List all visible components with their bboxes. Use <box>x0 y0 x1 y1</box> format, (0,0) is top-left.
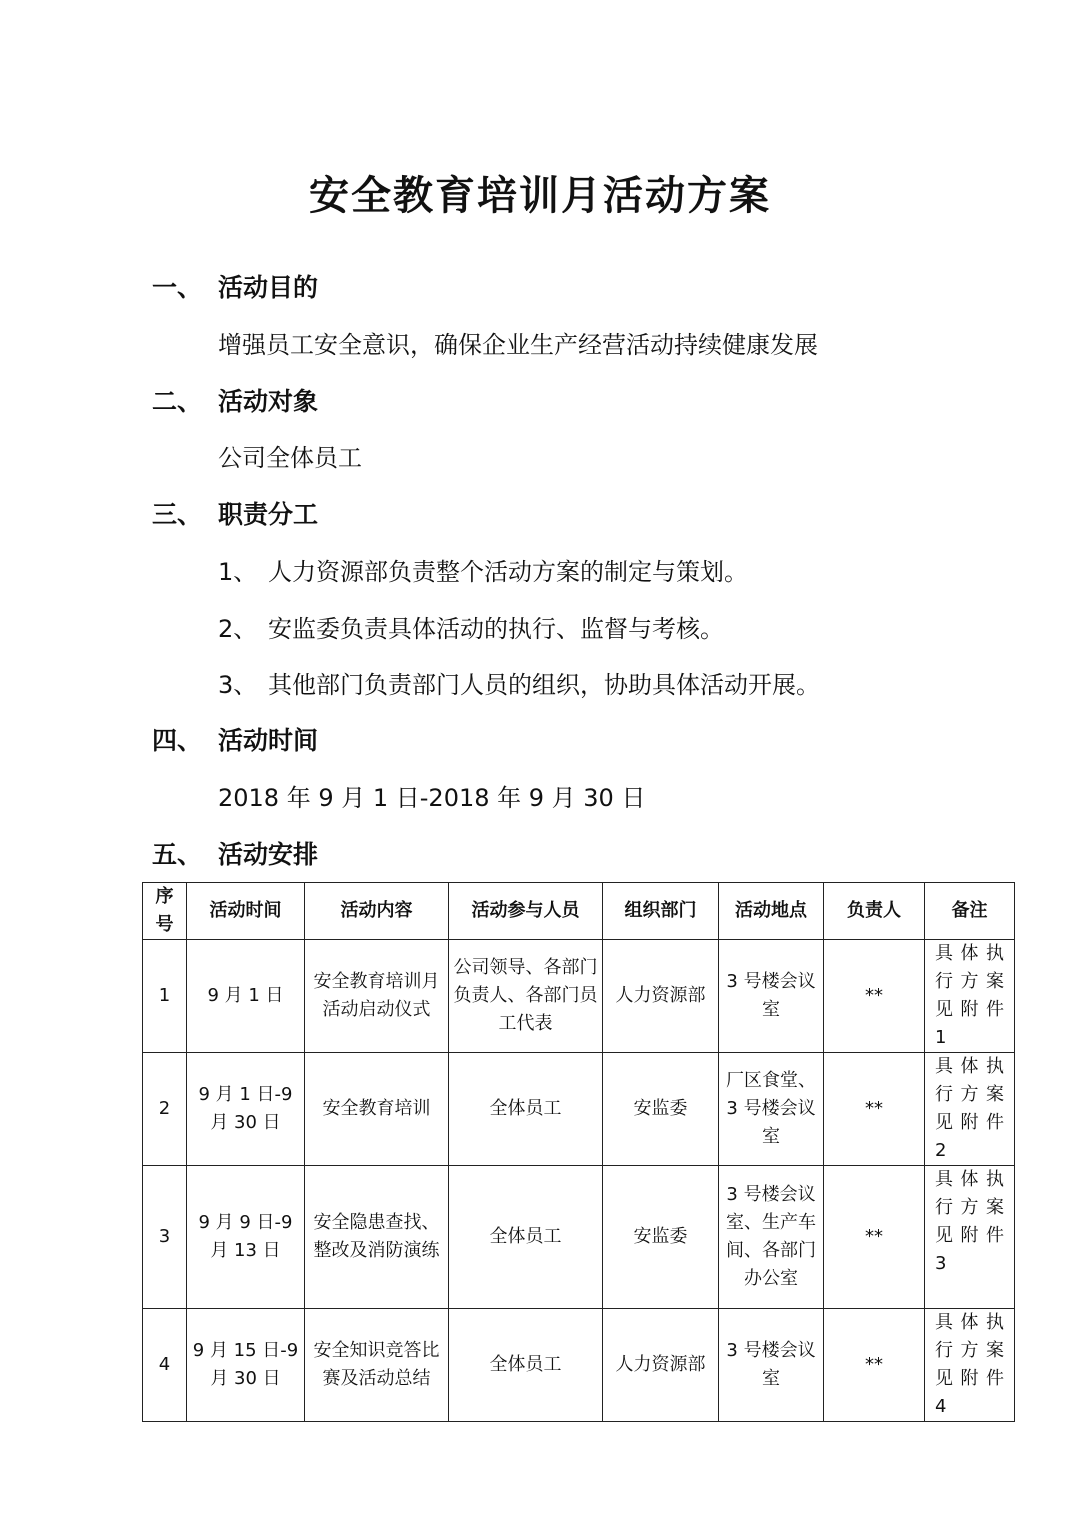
table-row <box>143 940 1015 1053</box>
table-cell: 9 月 1 日-9 月 30 日 <box>187 1053 305 1166</box>
section-heading-5 <box>152 835 318 875</box>
header-cell: 序号 <box>143 883 187 940</box>
section-number: 三、 <box>152 500 203 529</box>
header-cell: 活动时间 <box>187 883 305 940</box>
section-text-2: 公司全体员工 <box>218 444 362 472</box>
table-header-row <box>143 883 1015 940</box>
header-cell: 组织部门 <box>603 883 719 940</box>
table-row <box>143 1053 1015 1166</box>
section-text-4: 2018 年 9 月 1 日-2018 年 9 月 30 日 <box>218 784 646 812</box>
table-cell: 具体执行方案见附件 4 <box>925 1309 1015 1422</box>
table-cell: 厂区食堂、3 号楼会议室 <box>719 1053 824 1166</box>
header-cell: 备注 <box>925 883 1015 940</box>
table-cell: ** <box>824 1053 925 1166</box>
table-cell: 9 月 1 日 <box>187 940 305 1053</box>
table-cell: 1 <box>143 940 187 1053</box>
list-text: 其他部门负责部门人员的组织，协助具体活动开展。 <box>268 671 820 699</box>
table-cell: 具体执行方案见附件 3 <box>925 1166 1015 1309</box>
activity-schedule-table <box>142 882 1015 1422</box>
duty-item-3 <box>218 665 820 705</box>
section-title: 活动对象 <box>218 387 319 416</box>
table-cell: 全体员工 <box>449 1166 603 1309</box>
section-title: 活动时间 <box>218 726 319 755</box>
list-number: 2、 <box>218 615 258 643</box>
table-cell: 3 <box>143 1166 187 1309</box>
table-cell: 安全知识竞答比赛及活动总结 <box>305 1309 449 1422</box>
table-cell: 人力资源部 <box>603 940 719 1053</box>
table-cell: 3 号楼会议室 <box>719 940 824 1053</box>
table-cell: ** <box>824 1309 925 1422</box>
table-cell: 9 月 9 日-9 月 13 日 <box>187 1166 305 1309</box>
list-number: 3、 <box>218 671 258 699</box>
section-number: 四、 <box>152 726 203 755</box>
section-number: 一、 <box>152 273 203 302</box>
table-cell: 具体执行方案见附件 2 <box>925 1053 1015 1166</box>
section-title: 活动目的 <box>218 273 319 302</box>
header-cell: 活动内容 <box>305 883 449 940</box>
section-heading-4 <box>152 721 318 761</box>
list-number: 1、 <box>218 558 258 586</box>
table-cell: 安监委 <box>603 1053 719 1166</box>
table-cell: 安全教育培训月活动启动仪式 <box>305 940 449 1053</box>
table-cell: 安全教育培训 <box>305 1053 449 1166</box>
table-cell: 人力资源部 <box>603 1309 719 1422</box>
section-text-1: 增强员工安全意识，确保企业生产经营活动持续健康发展 <box>218 331 818 359</box>
duty-item-1 <box>218 552 748 592</box>
section-heading-3 <box>152 495 318 535</box>
section-heading-2 <box>152 382 318 422</box>
table-cell: 公司领导、各部门负责人、各部门员工代表 <box>449 940 603 1053</box>
section-title: 活动安排 <box>218 840 319 869</box>
table-row <box>143 1309 1015 1422</box>
table-cell: 安全隐患查找、整改及消防演练 <box>305 1166 449 1309</box>
table-cell: 安监委 <box>603 1166 719 1309</box>
header-cell: 活动地点 <box>719 883 824 940</box>
section-number: 五、 <box>152 840 203 869</box>
section-title: 职责分工 <box>218 500 319 529</box>
table-cell: 9 月 15 日-9 月 30 日 <box>187 1309 305 1422</box>
table-cell: 3 号楼会议室 <box>719 1309 824 1422</box>
list-text: 安监委负责具体活动的执行、监督与考核。 <box>268 615 724 643</box>
section-number: 二、 <box>152 387 203 416</box>
table-cell: 4 <box>143 1309 187 1422</box>
document-title: 安全教育培训月活动方案 <box>309 173 771 219</box>
table-cell: 具体执行方案见附件 1 <box>925 940 1015 1053</box>
duty-item-2 <box>218 609 724 649</box>
list-text: 人力资源部负责整个活动方案的制定与策划。 <box>268 558 748 586</box>
header-cell: 活动参与人员 <box>449 883 603 940</box>
table-cell: ** <box>824 1166 925 1309</box>
section-heading-1 <box>152 268 318 308</box>
table-cell: ** <box>824 940 925 1053</box>
header-cell: 负责人 <box>824 883 925 940</box>
table-cell: 3 号楼会议室、生产车间、各部门办公室 <box>719 1166 824 1309</box>
table-row <box>143 1166 1015 1309</box>
table-cell: 全体员工 <box>449 1309 603 1422</box>
table-cell: 2 <box>143 1053 187 1166</box>
table-cell: 全体员工 <box>449 1053 603 1166</box>
